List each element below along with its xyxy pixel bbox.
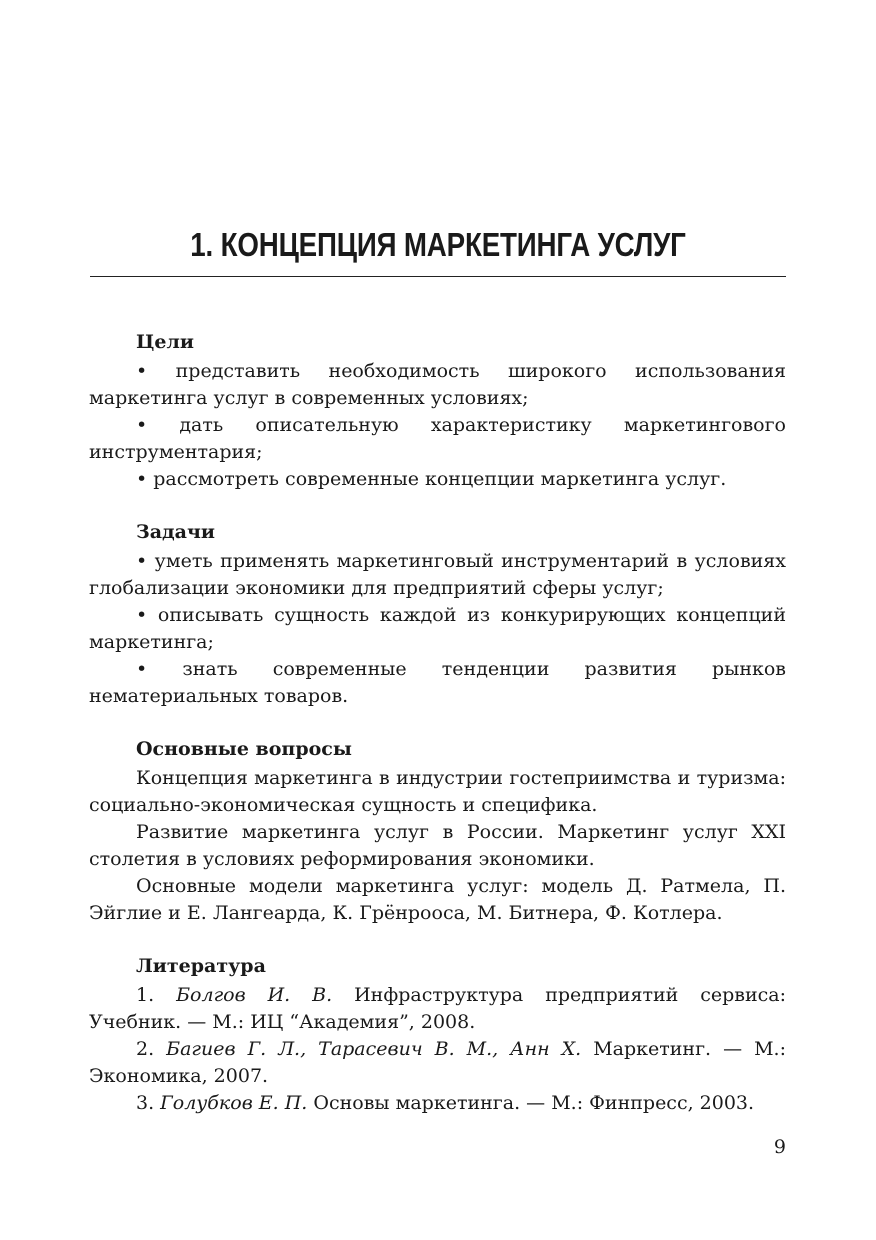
page-body (89, 329, 786, 1143)
tasks-heading: Задачи (136, 521, 215, 543)
questions-section (89, 736, 786, 927)
literature-authors: Болгов И. В. (176, 984, 333, 1006)
task-item: • описывать сущность каждой из конкурирующих концепций маркетинга; (89, 604, 786, 653)
question-item: Концепция маркетинга в индустрии гостеприимства и туризма: социально-экономическая сущность и специфика. (89, 767, 786, 816)
goals-section (89, 329, 786, 493)
goal-item: • представить необходимость широкого использования маркетинга услуг в современных условиях; (89, 360, 786, 409)
literature-number: 1. (136, 984, 177, 1006)
question-item: Основные модели маркетинга услуг: модель Д. Ратмела, П. Эйглие и Е. Лангеарда, К. Грёнрооса, М. Битнера, Ф. Котлера. (89, 875, 786, 924)
chapter-title: 1. КОНЦЕПЦИЯ МАРКЕТИНГА УСЛУГ (190, 226, 686, 263)
page-number: 9 (773, 1136, 786, 1158)
tasks-section (89, 519, 786, 710)
literature-number: 3. (136, 1092, 161, 1114)
literature-heading: Литература (136, 955, 266, 977)
task-item: • уметь применять маркетинговый инструментарий в условиях глобализации экономики для предприятий сферы услуг; (89, 550, 786, 599)
literature-authors: Багиев Г. Л., Тарасевич В. М., Анн Х. (166, 1038, 582, 1060)
questions-heading: Основные вопросы (136, 738, 352, 760)
goal-item: • рассмотреть современные концепции маркетинга услуг. (136, 468, 727, 490)
literature-item (89, 982, 786, 1036)
literature-number: 2. (136, 1038, 167, 1060)
literature-item (89, 1090, 786, 1117)
literature-details: Основы маркетинга. — М.: Финпресс, 2003. (307, 1092, 755, 1114)
goals-heading: Цели (136, 331, 194, 353)
literature-authors: Голубков Е. П. (160, 1092, 308, 1114)
goal-item: • дать описательную характеристику маркетингового инструментария; (89, 414, 786, 463)
literature-item (89, 1036, 786, 1090)
task-item: • знать современные тенденции развития рынков нематериальных товаров. (89, 658, 786, 707)
literature-details: Инфраструктура предприятий сервиса: Учебник. — М.: ИЦ “Академия”, 2008. (89, 984, 787, 1033)
title-divider (90, 276, 786, 277)
literature-details: Маркетинг. — М.: Экономика, 2007. (89, 1038, 786, 1087)
literature-section (89, 953, 786, 1117)
question-item: Развитие маркетинга услуг в России. Маркетинг услуг XXI столетия в условиях реформирования экономики. (89, 821, 786, 870)
